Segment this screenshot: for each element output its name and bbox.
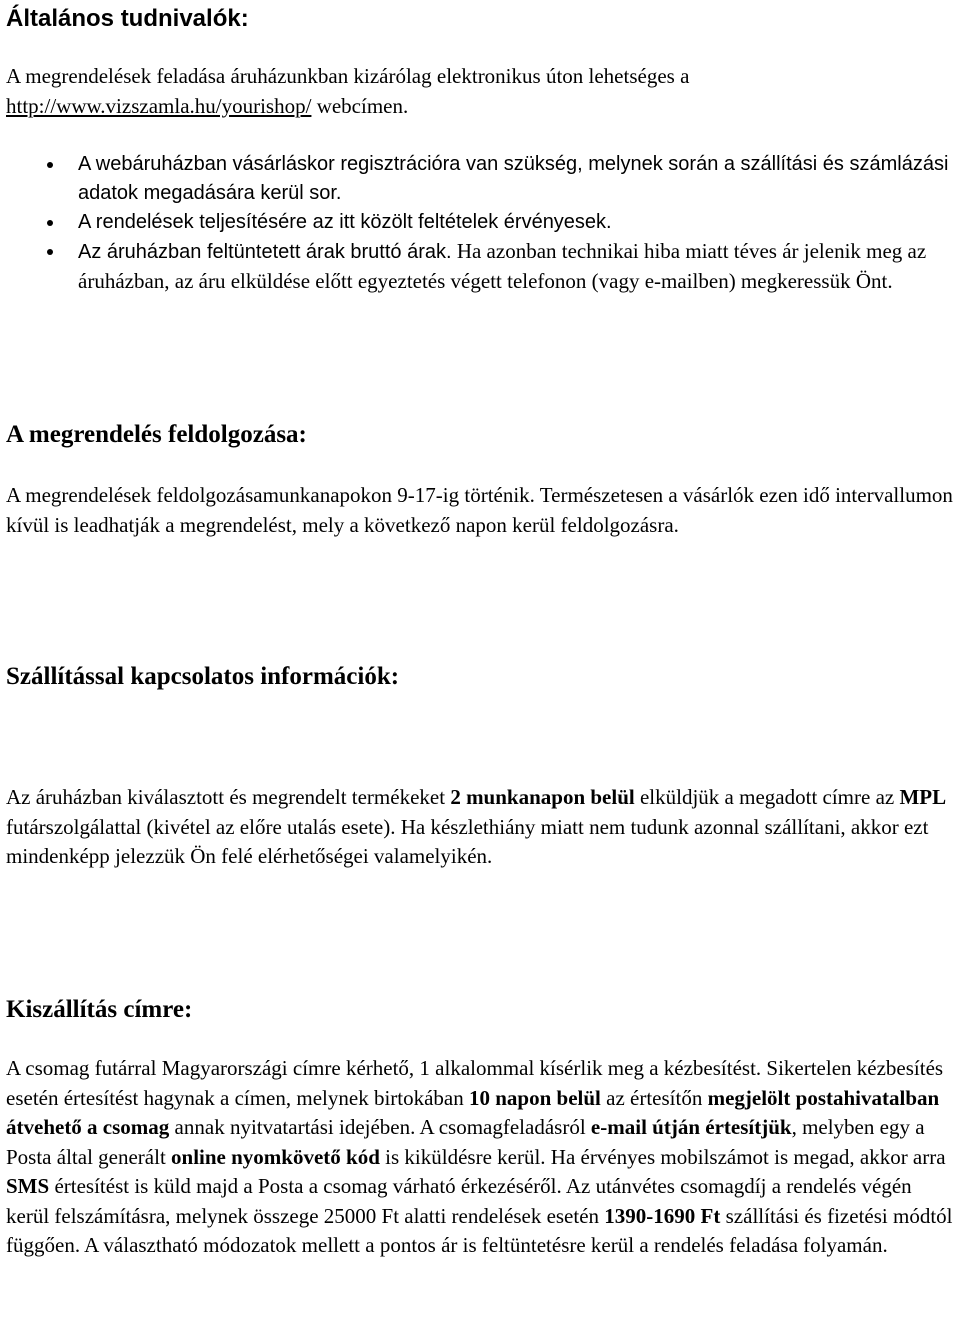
list-item-text: A rendelések teljesítésére az itt közölt feltételek érvényesek. bbox=[78, 211, 612, 233]
processing-text: A megrendelések feldolgozásamunkanapokon 9-17-ig történik. Természetesen a vásárlók ezen idő intervallumon kívül is leadhatják a megrendelést, mely a következő napon kerül feldolgozásra. bbox=[6, 483, 953, 537]
bullet-icon bbox=[47, 220, 53, 226]
bold-run: MPL bbox=[899, 785, 947, 809]
bullet-icon bbox=[47, 162, 53, 168]
text-run: az értesítőn bbox=[600, 1085, 708, 1110]
text-run: szállítási és fizetési módtól függően. A választható módozatok mellett a pontos ár is feltüntetésre kerül a rendelés feladása folyamán. bbox=[6, 1203, 953, 1257]
shipping-text bbox=[6, 783, 954, 872]
list-item bbox=[0, 208, 954, 237]
intro-text-end: webcímen. bbox=[311, 93, 409, 118]
list-item-text: Az áruházban feltüntetett árak bruttó árak. bbox=[78, 241, 452, 263]
shipping-heading: Szállítással kapcsolatos információk: bbox=[6, 663, 400, 690]
bold-run: megjelölt postahivatalban átvehető a csomag bbox=[6, 1085, 940, 1139]
general-heading: Általános tudnivalók: bbox=[6, 5, 249, 32]
list-item-text-cont: Ha azonban technikai hiba miatt téves ár jelenik meg az áruházban, az áru elküldése előtt egyeztetés végett telefonon (vagy e-mailben) megkeressük Önt. bbox=[78, 239, 927, 293]
bold-run: 10 napon belül bbox=[469, 1085, 601, 1110]
text-run: Az áruházban kiválasztott és megrendelt termékeket bbox=[6, 785, 451, 809]
bold-run: SMS bbox=[6, 1174, 50, 1198]
bold-run: online nyomkövető kód bbox=[171, 1144, 380, 1169]
list-item-text: A webáruházban vásárláskor regisztrációra van szükség, melynek során a szállítási és számlázási adatok megadására kerül sor. bbox=[78, 153, 949, 204]
bold-run: 1390-1690 Ft bbox=[604, 1203, 721, 1228]
text-run: annak nyitvatartási idejében. A csomagfeladásról bbox=[169, 1115, 591, 1139]
delivery-heading: Kiszállítás címre: bbox=[6, 996, 193, 1023]
general-intro bbox=[6, 62, 954, 121]
bullet-icon bbox=[47, 249, 53, 255]
processing-heading: A megrendelés feldolgozása: bbox=[6, 421, 307, 448]
text-run: , melyben egy a Posta által generált bbox=[6, 1115, 925, 1169]
general-bullet-list bbox=[0, 150, 954, 297]
text-run: értesítést is küld majd a Posta a csomag várható érkezéséről. Az utánvétes csomagdíj a rendelés végén kerül felszámításra, melynek összege 25000 Ft alatti rendelések esetén bbox=[6, 1174, 912, 1228]
bold-run: 2 munkanapon belül bbox=[450, 785, 635, 809]
text-run: elküldjük a megadott címre az bbox=[634, 785, 900, 809]
delivery-text bbox=[6, 1054, 954, 1261]
list-item bbox=[0, 150, 954, 208]
text-run: is kiküldésre kerül. Ha érvényes mobilszámot is megad, akkor arra bbox=[379, 1144, 946, 1169]
webshop-link[interactable]: http://www.vizszamla.hu/yourishop/ bbox=[6, 93, 312, 118]
intro-text: A megrendelések feladása áruházunkban kizárólag elektronikus úton lehetséges a bbox=[6, 64, 690, 88]
list-item bbox=[0, 237, 954, 297]
text-run: futárszolgálattal (kivétel az előre utalás esete). Ha készlethiány miatt nem tudunk azonnal szállítani, akkor ezt mindenképp jelezzük Ön felé elérhetőségei valamelyikén. bbox=[6, 814, 929, 868]
bold-run: e-mail útján értesítjük bbox=[590, 1115, 792, 1139]
text-run: A csomag futárral Magyarországi címre kérhető, 1 alkalommal kísérlik meg a kézbesítést. Sikertelen kézbesítés esetén értesítést hagynak a címen, melynek birtokában bbox=[6, 1056, 944, 1110]
